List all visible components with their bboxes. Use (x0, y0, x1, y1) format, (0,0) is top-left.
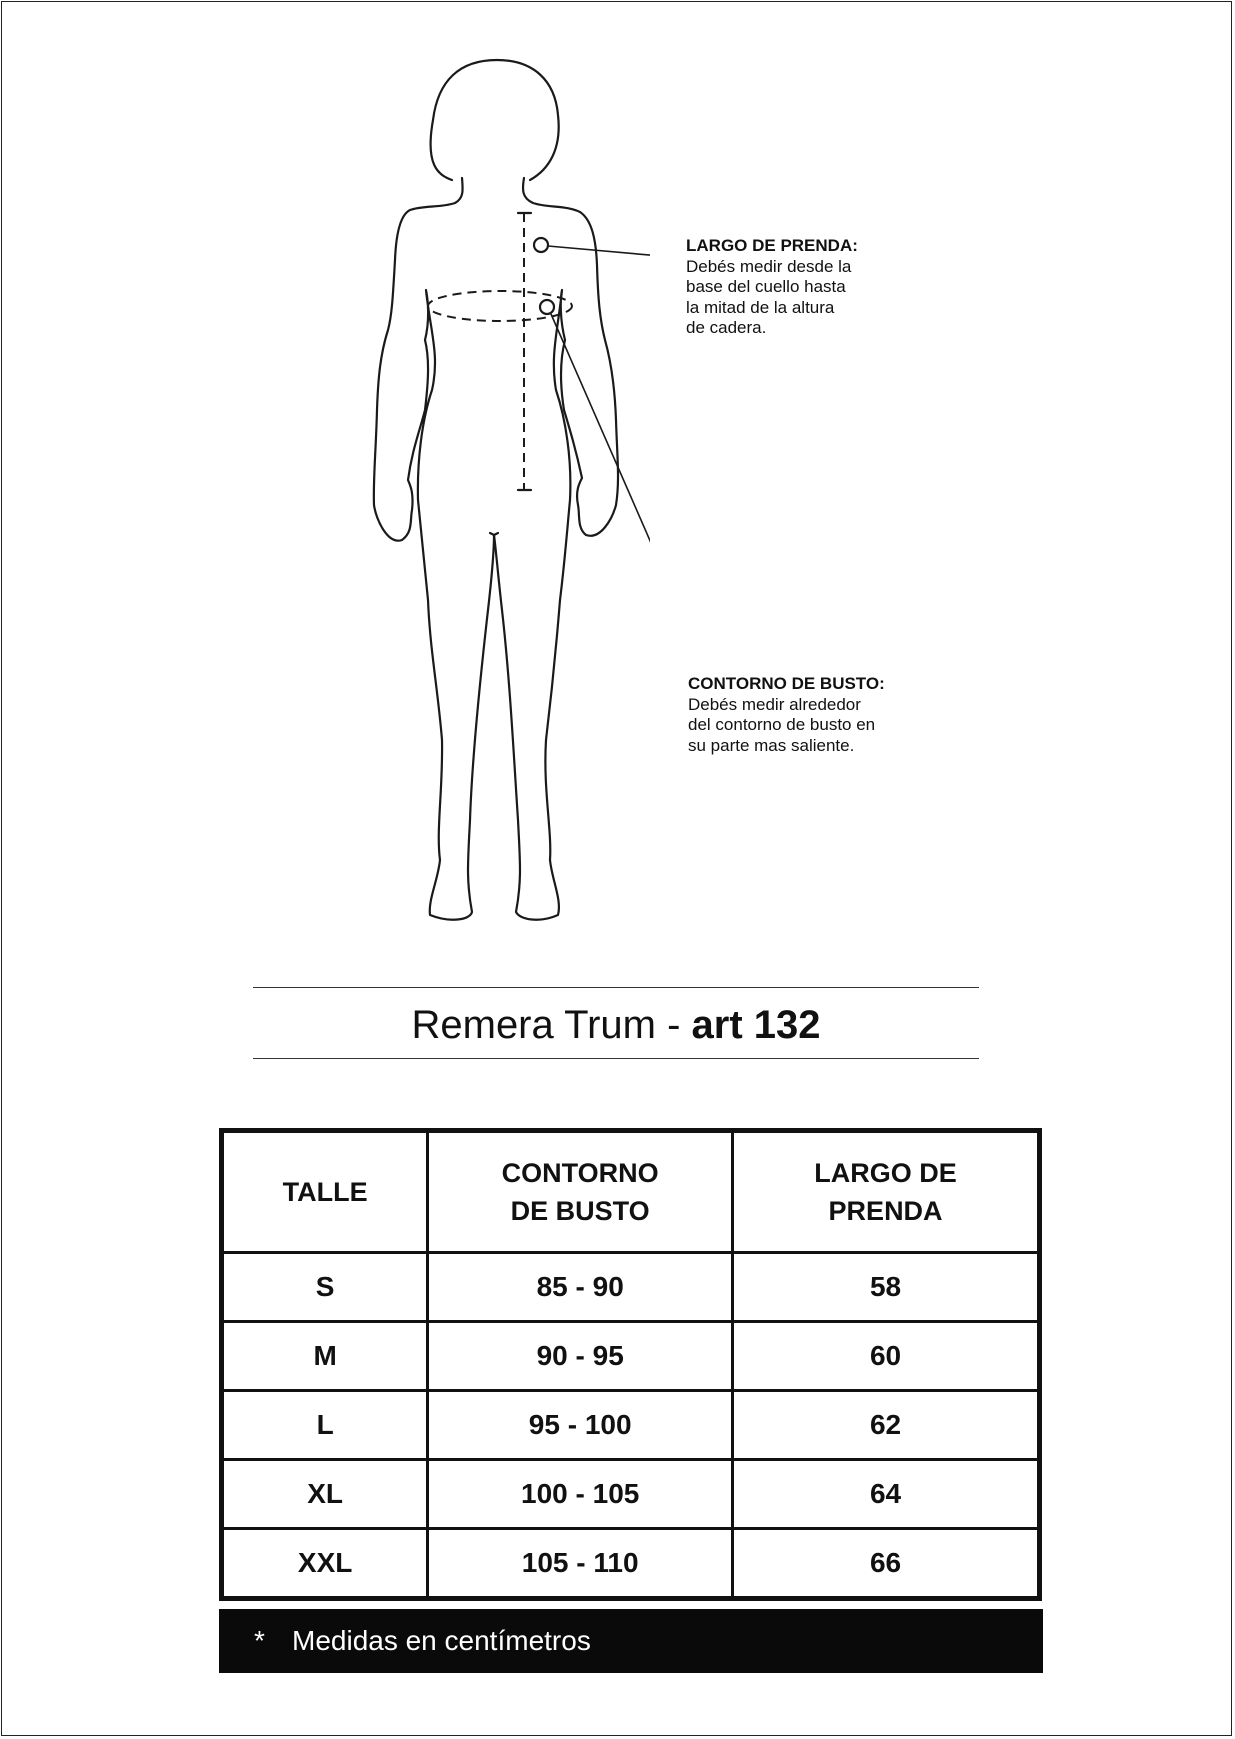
table-header-row (222, 1131, 1040, 1253)
contorno-pointer-line (551, 314, 650, 655)
table-row (222, 1391, 1040, 1460)
contorno-line-3: su parte mas saliente. (688, 735, 855, 755)
header-largo-line-2: PRENDA (828, 1196, 943, 1226)
bust-cell: 85 - 90 (428, 1253, 733, 1322)
contorno-line-2: del contorno de busto en (688, 715, 876, 734)
largo-heading: LARGO DE PRENDA: (686, 236, 858, 255)
size-cell: S (222, 1253, 428, 1322)
size-cell: M (222, 1322, 428, 1391)
largo-marker-icon (534, 238, 548, 252)
body-right-outline (494, 178, 618, 920)
length-cell: 58 (733, 1253, 1040, 1322)
header-talle-text: TALLE (282, 1177, 368, 1207)
table-row (222, 1322, 1040, 1391)
bust-cell: 105 - 110 (428, 1529, 733, 1599)
largo-line-4: de cadera. (686, 318, 767, 337)
size-table (219, 1128, 1042, 1601)
header-contorno-line-1: CONTORNO (501, 1158, 659, 1188)
footnote-text: Medidas en centímetros (292, 1625, 591, 1656)
page-title (253, 995, 979, 1055)
length-cell: 62 (733, 1391, 1040, 1460)
header-talle (222, 1131, 428, 1253)
bust-cell: 95 - 100 (428, 1391, 733, 1460)
header-contorno (428, 1131, 733, 1253)
head-outline (431, 60, 559, 180)
largo-line-1: Debés medir desde la (686, 256, 852, 276)
table-row (222, 1460, 1040, 1529)
body-left-outline (374, 178, 494, 920)
contorno-annotation (688, 674, 928, 756)
article-number: art 132 (691, 1003, 821, 1047)
silhouette-svg (360, 50, 650, 930)
largo-pointer-line (548, 246, 650, 256)
footnote-bar (219, 1609, 1043, 1673)
largo-line-3: la mitad de la altura (686, 297, 835, 317)
size-cell: L (222, 1391, 428, 1460)
table-row (222, 1529, 1040, 1599)
largo-line-2: base del cuello hasta (686, 277, 846, 296)
table-row (222, 1253, 1040, 1322)
header-largo (733, 1131, 1040, 1253)
header-largo-line-1: LARGO DE (814, 1158, 957, 1188)
contorno-marker-icon (540, 300, 554, 314)
bust-line (428, 291, 572, 321)
bust-cell: 100 - 105 (428, 1460, 733, 1529)
title-bottom-rule (253, 1058, 979, 1059)
header-contorno-line-2: DE BUSTO (510, 1196, 650, 1226)
length-cell: 60 (733, 1322, 1040, 1391)
title-top-rule (253, 987, 979, 988)
body-silhouette (360, 50, 650, 930)
inner-leg (490, 533, 498, 535)
contorno-line-1: Debés medir alrededor (688, 694, 861, 714)
length-cell: 66 (733, 1529, 1040, 1599)
contorno-heading: CONTORNO DE BUSTO: (688, 674, 885, 693)
size-cell: XXL (222, 1529, 428, 1599)
length-cell: 64 (733, 1460, 1040, 1529)
product-name: Remera Trum - (411, 1003, 692, 1047)
bust-cell: 90 - 95 (428, 1322, 733, 1391)
footnote-marker: * (254, 1625, 265, 1656)
largo-annotation (686, 236, 906, 339)
size-cell: XL (222, 1460, 428, 1529)
